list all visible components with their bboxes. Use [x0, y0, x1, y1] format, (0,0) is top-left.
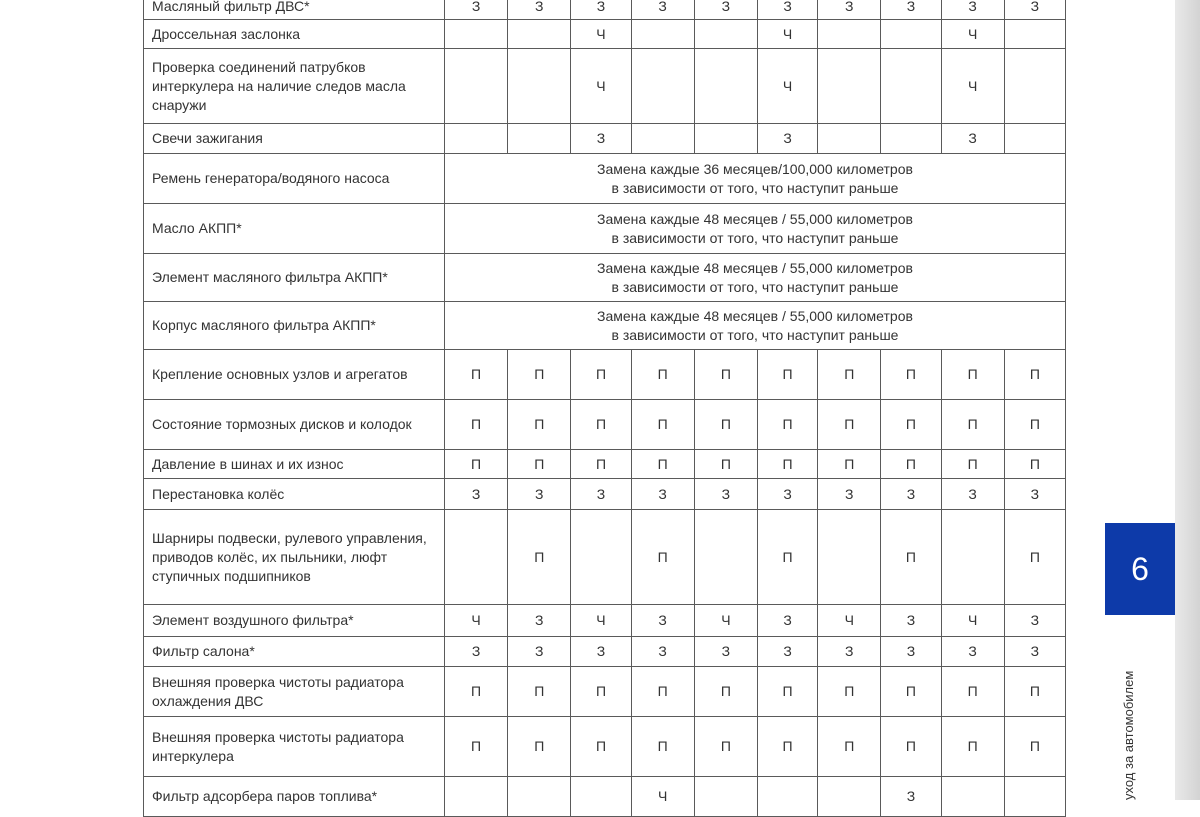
replacement-note-line-1: Замена каждые 48 месяцев / 55,000 километров [597, 210, 913, 227]
interval-cell: П [1004, 667, 1065, 717]
interval-cell: П [818, 450, 881, 479]
interval-cell: П [757, 510, 817, 605]
interval-cell: З [757, 637, 817, 667]
replacement-note [444, 154, 1065, 204]
table-row [144, 302, 1066, 350]
interval-cell [694, 777, 757, 817]
interval-cell: П [881, 717, 941, 777]
interval-cell: П [694, 400, 757, 450]
interval-cell [694, 20, 757, 49]
replacement-note-line-2: в зависимости от того, что наступит раньше [611, 229, 899, 246]
interval-cell [818, 49, 881, 124]
interval-cell: З [631, 637, 694, 667]
interval-cell: П [881, 667, 941, 717]
side-caption-text: уход за автомобилем [1121, 670, 1136, 800]
row-item-name: Свечи зажигания [144, 124, 445, 154]
interval-cell: З [818, 0, 881, 20]
interval-cell: П [571, 350, 631, 400]
row-item-name: Внешняя проверка чистоты радиатора охлаждения ДВС [144, 667, 445, 717]
interval-cell: З [444, 0, 507, 20]
row-item-name: Дроссельная заслонка [144, 20, 445, 49]
row-item-name: Перестановка колёс [144, 479, 445, 510]
interval-cell [694, 49, 757, 124]
interval-cell: З [881, 479, 941, 510]
interval-cell [508, 777, 571, 817]
table-row [144, 49, 1066, 124]
interval-cell: Ч [571, 20, 631, 49]
interval-cell: П [444, 667, 507, 717]
interval-cell [444, 510, 507, 605]
interval-cell [508, 124, 571, 154]
interval-cell [571, 510, 631, 605]
table-row [144, 254, 1066, 302]
interval-cell [571, 777, 631, 817]
replacement-note-line-1: Замена каждые 48 месяцев / 55,000 километров [597, 259, 913, 276]
interval-cell: П [941, 350, 1004, 400]
interval-cell: З [941, 637, 1004, 667]
interval-cell: Ч [694, 605, 757, 637]
interval-cell: З [571, 124, 631, 154]
replacement-note-line-1: Замена каждые 48 месяцев / 55,000 километров [597, 307, 913, 324]
interval-cell: З [1004, 0, 1065, 20]
interval-cell: П [631, 717, 694, 777]
interval-cell: П [1004, 717, 1065, 777]
replacement-note-line-1: Замена каждые 36 месяцев/100,000 километров [597, 160, 913, 177]
interval-cell: П [818, 350, 881, 400]
replacement-note-line-2: в зависимости от того, что наступит раньше [611, 326, 899, 343]
interval-cell: П [444, 450, 507, 479]
interval-cell: З [1004, 637, 1065, 667]
interval-cell: П [941, 667, 1004, 717]
table-row [144, 667, 1066, 717]
interval-cell: З [571, 637, 631, 667]
row-item-name: Элемент масляного фильтра АКПП* [144, 254, 445, 302]
row-item-name: Масляный фильтр ДВС* [144, 0, 445, 20]
table-row [144, 124, 1066, 154]
interval-cell: П [881, 450, 941, 479]
interval-cell: Ч [757, 20, 817, 49]
interval-cell [444, 20, 507, 49]
interval-cell: З [1004, 605, 1065, 637]
interval-cell: З [881, 777, 941, 817]
interval-cell: З [757, 124, 817, 154]
interval-cell [694, 124, 757, 154]
table-row [144, 0, 1066, 20]
interval-cell: З [444, 637, 507, 667]
interval-cell: П [818, 667, 881, 717]
row-item-name: Состояние тормозных дисков и колодок [144, 400, 445, 450]
interval-cell: П [508, 510, 571, 605]
interval-cell: З [818, 637, 881, 667]
interval-cell: З [818, 479, 881, 510]
interval-cell [881, 49, 941, 124]
row-item-name: Масло АКПП* [144, 204, 445, 254]
interval-cell: П [694, 717, 757, 777]
interval-cell: П [508, 667, 571, 717]
interval-cell [631, 124, 694, 154]
interval-cell: П [631, 450, 694, 479]
interval-cell: П [694, 350, 757, 400]
page-edge-shadow [1175, 0, 1200, 800]
interval-cell: З [508, 479, 571, 510]
interval-cell: Ч [941, 49, 1004, 124]
interval-cell: Ч [571, 605, 631, 637]
table-row [144, 510, 1066, 605]
interval-cell: З [631, 479, 694, 510]
interval-cell: З [1004, 479, 1065, 510]
interval-cell: З [941, 0, 1004, 20]
interval-cell: П [508, 350, 571, 400]
interval-cell: П [757, 350, 817, 400]
interval-cell [881, 20, 941, 49]
interval-cell: З [881, 605, 941, 637]
interval-cell: З [508, 637, 571, 667]
interval-cell [508, 20, 571, 49]
interval-cell: П [444, 350, 507, 400]
interval-cell: З [444, 479, 507, 510]
replacement-note-line-2: в зависимости от того, что наступит раньше [611, 278, 899, 295]
row-item-name: Давление в шинах и их износ [144, 450, 445, 479]
interval-cell: П [757, 717, 817, 777]
interval-cell: З [508, 605, 571, 637]
interval-cell: Ч [941, 605, 1004, 637]
interval-cell: З [631, 605, 694, 637]
interval-cell [444, 124, 507, 154]
interval-cell: П [757, 667, 817, 717]
interval-cell: П [508, 400, 571, 450]
interval-cell [818, 124, 881, 154]
interval-cell [1004, 124, 1065, 154]
interval-cell: З [631, 0, 694, 20]
interval-cell: П [571, 450, 631, 479]
table-row [144, 717, 1066, 777]
replacement-note [444, 254, 1065, 302]
interval-cell: П [818, 717, 881, 777]
interval-cell: П [1004, 350, 1065, 400]
table-row [144, 20, 1066, 49]
interval-cell [1004, 20, 1065, 49]
interval-cell: П [631, 350, 694, 400]
interval-cell [818, 510, 881, 605]
replacement-note [444, 302, 1065, 350]
row-item-name: Фильтр адсорбера паров топлива* [144, 777, 445, 817]
interval-cell: З [508, 0, 571, 20]
interval-cell [941, 777, 1004, 817]
interval-cell: З [757, 0, 817, 20]
interval-cell: П [444, 400, 507, 450]
interval-cell: Ч [444, 605, 507, 637]
interval-cell [818, 777, 881, 817]
row-item-name: Проверка соединений патрубков интеркулера на наличие следов масла снаружи [144, 49, 445, 124]
interval-cell: Ч [631, 777, 694, 817]
replacement-note-line-2: в зависимости от того, что наступит раньше [611, 179, 899, 196]
row-item-name: Ремень генератора/водяного насоса [144, 154, 445, 204]
interval-cell: Ч [571, 49, 631, 124]
table-row [144, 605, 1066, 637]
table-row [144, 350, 1066, 400]
table-row [144, 637, 1066, 667]
side-caption [1119, 630, 1139, 800]
interval-cell: П [571, 667, 631, 717]
interval-cell: Ч [818, 605, 881, 637]
interval-cell [631, 49, 694, 124]
interval-cell: П [1004, 400, 1065, 450]
interval-cell [631, 20, 694, 49]
interval-cell: З [694, 0, 757, 20]
interval-cell: П [571, 400, 631, 450]
interval-cell: П [757, 450, 817, 479]
interval-cell: П [818, 400, 881, 450]
replacement-note [444, 204, 1065, 254]
interval-cell [444, 777, 507, 817]
interval-cell [1004, 49, 1065, 124]
interval-cell: З [757, 479, 817, 510]
interval-cell: П [444, 717, 507, 777]
interval-cell: П [694, 667, 757, 717]
interval-cell: З [941, 124, 1004, 154]
interval-cell: П [881, 350, 941, 400]
table-row [144, 400, 1066, 450]
interval-cell [508, 49, 571, 124]
interval-cell: П [694, 450, 757, 479]
row-item-name: Корпус масляного фильтра АКПП* [144, 302, 445, 350]
interval-cell [444, 49, 507, 124]
interval-cell: З [941, 479, 1004, 510]
interval-cell [818, 20, 881, 49]
table-row [144, 479, 1066, 510]
chapter-number-tab [1105, 523, 1175, 615]
interval-cell: П [881, 400, 941, 450]
interval-cell: З [757, 605, 817, 637]
interval-cell: З [571, 0, 631, 20]
interval-cell [757, 777, 817, 817]
table-row [144, 777, 1066, 817]
table-body [144, 0, 1066, 817]
row-item-name: Крепление основных узлов и агрегатов [144, 350, 445, 400]
table-row [144, 450, 1066, 479]
interval-cell: З [694, 479, 757, 510]
interval-cell [1004, 777, 1065, 817]
row-item-name: Внешняя проверка чистоты радиатора интеркулера [144, 717, 445, 777]
interval-cell: З [881, 0, 941, 20]
interval-cell: П [941, 450, 1004, 479]
interval-cell: З [694, 637, 757, 667]
interval-cell: П [757, 400, 817, 450]
row-item-name: Шарниры подвески, рулевого управления, приводов колёс, их пыльники, люфт ступичных подшипников [144, 510, 445, 605]
interval-cell: П [631, 510, 694, 605]
interval-cell: П [631, 400, 694, 450]
chapter-number: 6 [1131, 550, 1149, 587]
interval-cell: П [1004, 510, 1065, 605]
interval-cell: П [941, 717, 1004, 777]
row-item-name: Фильтр салона* [144, 637, 445, 667]
interval-cell: З [571, 479, 631, 510]
table-row [144, 204, 1066, 254]
interval-cell: П [881, 510, 941, 605]
interval-cell: З [881, 637, 941, 667]
interval-cell: П [508, 450, 571, 479]
interval-cell: Ч [757, 49, 817, 124]
interval-cell: Ч [941, 20, 1004, 49]
row-item-name: Элемент воздушного фильтра* [144, 605, 445, 637]
maintenance-schedule-table [143, 0, 1066, 817]
interval-cell: П [1004, 450, 1065, 479]
interval-cell: П [631, 667, 694, 717]
interval-cell: П [508, 717, 571, 777]
interval-cell [694, 510, 757, 605]
table-row [144, 154, 1066, 204]
interval-cell [881, 124, 941, 154]
interval-cell [941, 510, 1004, 605]
interval-cell: П [571, 717, 631, 777]
interval-cell: П [941, 400, 1004, 450]
